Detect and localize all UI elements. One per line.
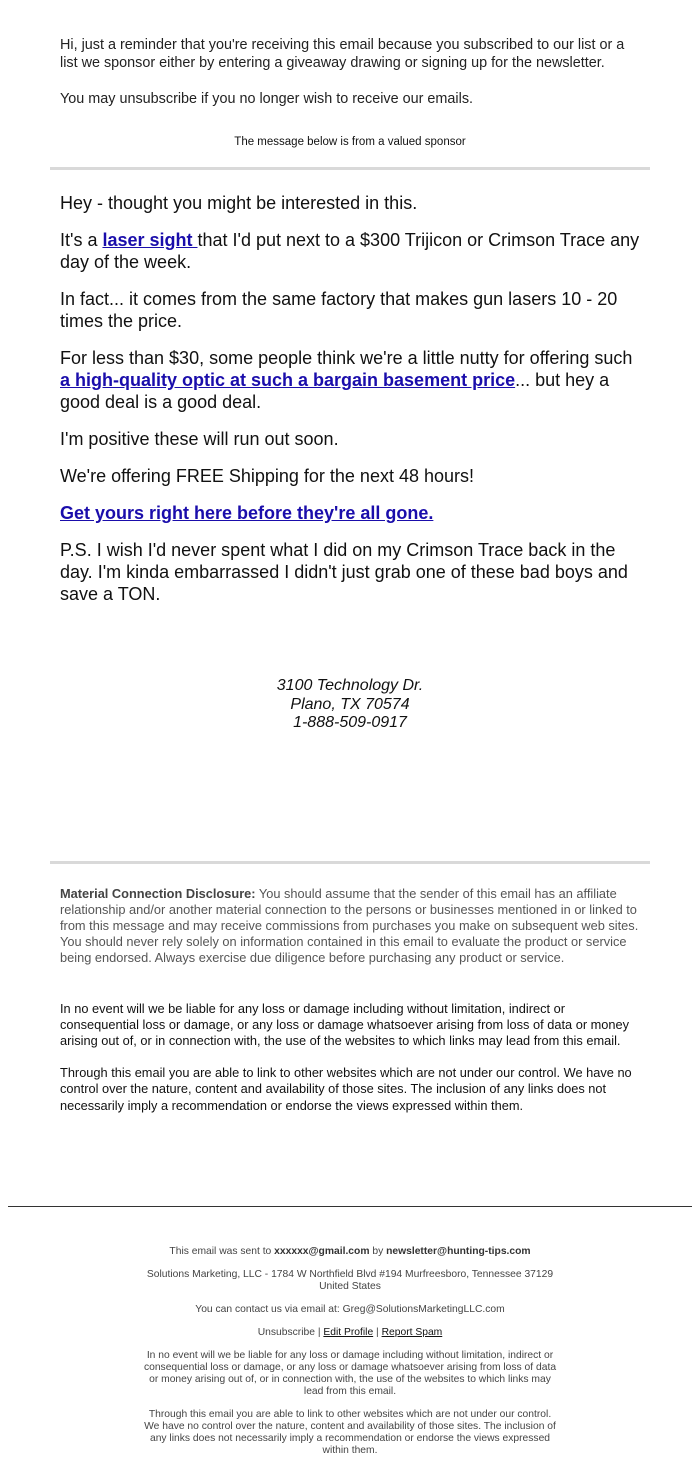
email-container bbox=[50, 0, 650, 1114]
material-connection-disclosure bbox=[50, 864, 650, 967]
unsubscribe-text[interactable]: Unsubscribe bbox=[257, 1327, 315, 1338]
message-ps: P.S. I wish I'd never spent what I did on my Crimson Trace back in the day. I'm kinda embarrassed I didn't just grab one of these bad boys and save a TON. bbox=[60, 540, 628, 604]
recipient-email: xxxxxx@gmail.com bbox=[274, 1246, 370, 1257]
message-paragraph-3: In fact... it comes from the same factory that makes gun lasers 10 - 20 times the price. bbox=[60, 289, 618, 331]
contact-line: You can contact us via email at: Greg@SolutionsMarketingLLC.com bbox=[195, 1304, 505, 1315]
footer-divider bbox=[8, 1206, 692, 1207]
sponsor-note: The message below is from a valued sponsor bbox=[234, 136, 466, 148]
message-paragraph-6: We're offering FREE Shipping for the next 48 hours! bbox=[60, 466, 474, 486]
footer-link-separator: | bbox=[314, 1327, 324, 1338]
p2-text-after: that I'd put next to a $300 Trijicon or Crimson Trace any day of the week. bbox=[60, 230, 640, 272]
message-cta bbox=[60, 502, 640, 524]
sent-by-word: by bbox=[369, 1246, 387, 1257]
subscription-reminder: Hi, just a reminder that you're receiving this email because you subscribed to our list or a list we sponsor either by entering a giveaway drawing or signing up for the newsletter. bbox=[60, 37, 625, 71]
p4-text-before: For less than $30, some people think we're a little nutty for offering such bbox=[60, 348, 633, 368]
legal-section bbox=[50, 1001, 650, 1114]
address-phone: 1-888-509-0917 bbox=[293, 714, 407, 731]
address-street: 3100 Technology Dr. bbox=[276, 677, 424, 694]
high-quality-optic-link[interactable]: a high-quality optic at such a bargain basement price bbox=[60, 370, 516, 390]
sponsor-address bbox=[50, 677, 650, 733]
sent-to-prefix: This email was sent to bbox=[169, 1246, 275, 1257]
message-paragraph-5: I'm positive these will run out soon. bbox=[60, 429, 339, 449]
footer-link-separator: | bbox=[373, 1327, 382, 1338]
unsubscribe-note: You may unsubscribe if you no longer wish to receive our emails. bbox=[60, 91, 474, 107]
report-spam-link[interactable]: Report Spam bbox=[381, 1327, 443, 1338]
message-paragraph-4 bbox=[60, 347, 640, 413]
message-paragraph-2 bbox=[60, 229, 640, 273]
footer-liability-notice: In no event will we be liable for any loss or damage including without limitation, indirect or consequential loss or damage, or any loss or damage whatsoever arising from loss of data or money arising out of, or in connection with, the use of the websites to which links may lead from this email. bbox=[143, 1350, 557, 1397]
footer-links-notice: Through this email you are able to link to other websites which are not under our control. We have no control over the nature, content and availability of those sites. The inclusion of any links does not necessarily imply a recommendation or endorse the views expressed within them. bbox=[144, 1409, 556, 1456]
p2-text-before: It's a bbox=[60, 230, 103, 250]
disclosure-heading: Material Connection Disclosure: bbox=[60, 885, 256, 901]
liability-notice: In no event will we be liable for any loss or damage including without limitation, indirect or consequential loss or damage, or any loss or damage whatsoever arising from loss of data or money arising out of, or in connection with, the use of the websites to which links may lead from this email. bbox=[60, 1000, 630, 1048]
address-city: Plano, TX 70574 bbox=[290, 695, 410, 713]
p4-text-after: ... but hey a good deal is a good deal. bbox=[60, 370, 610, 412]
footer-links bbox=[0, 1327, 700, 1339]
disclosure-text: You should assume that the sender of this email has an affiliate relationship and/or another material connection to the persons or businesses mentioned in or linked to from this message and may receive commissions from purchases you make on subsequent web sites. You should never rely solely on information contained in this email to evaluate the product or service being endorsed. Always exercise due diligence before purchasing any product or service. bbox=[60, 885, 639, 966]
laser-sight-link[interactable]: laser sight bbox=[102, 230, 198, 250]
get-yours-link[interactable]: Get yours right here before they're all gone. bbox=[60, 503, 434, 523]
company-address: Solutions Marketing, LLC - 1784 W Northfield Blvd #194 Murfreesboro, Tennessee 37129 United States bbox=[146, 1269, 554, 1292]
edit-profile-link[interactable]: Edit Profile bbox=[323, 1327, 374, 1338]
external-links-notice: Through this email you are able to link to other websites which are not under our control. We have no control over the nature, content and availability of those sites. The inclusion of any links does not necessarily imply a recommendation or endorse the views expressed within them. bbox=[60, 1065, 632, 1113]
intro-section bbox=[50, 0, 650, 108]
email-footer bbox=[0, 1246, 700, 1468]
sent-to-line bbox=[0, 1246, 700, 1258]
sponsor-message bbox=[50, 170, 650, 605]
message-greeting: Hey - thought you might be interested in this. bbox=[60, 193, 418, 213]
sender-email: newsletter@hunting-tips.com bbox=[386, 1246, 531, 1257]
